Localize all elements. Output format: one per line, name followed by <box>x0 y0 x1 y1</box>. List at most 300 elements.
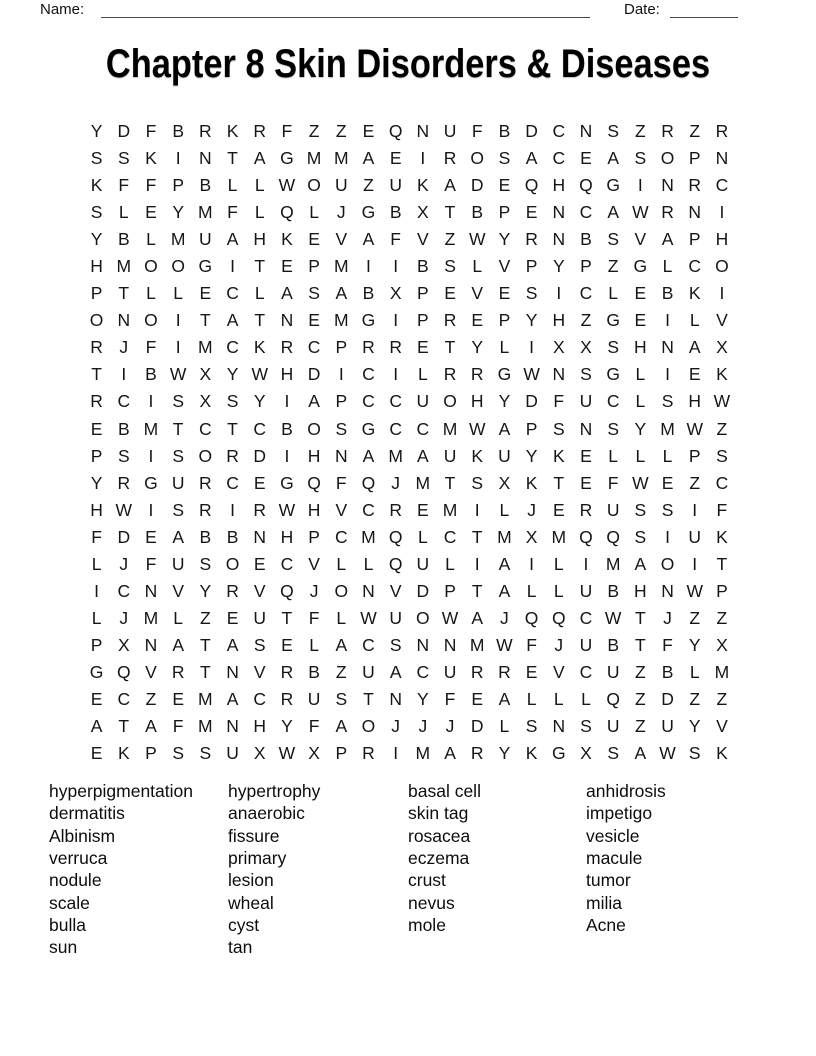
grid-letter: R <box>443 148 457 169</box>
grid-letter: C <box>443 526 457 547</box>
grid-letter: P <box>335 337 348 358</box>
grid-letter: S <box>335 689 348 709</box>
grid-letter: B <box>308 661 320 682</box>
grid-letter: Z <box>689 121 701 142</box>
grid-letter: N <box>199 148 212 169</box>
grid-letter: L <box>363 553 374 574</box>
grid-letter: T <box>199 634 211 655</box>
grid-letter: A <box>308 391 320 412</box>
grid-letter: M <box>306 148 322 169</box>
grid-letter: G <box>606 310 620 331</box>
grid-letter: P <box>688 229 701 250</box>
grid-letter: T <box>363 689 374 709</box>
grid-letter: A <box>607 148 619 169</box>
grid-letter: T <box>227 418 238 439</box>
grid-letter: F <box>308 607 320 628</box>
grid-letter: M <box>198 716 213 737</box>
grid-letter: P <box>172 175 184 196</box>
grid-letter: I <box>175 310 181 331</box>
grid-letter: E <box>498 283 511 304</box>
grid-letter: N <box>117 310 131 331</box>
grid-letter: S <box>117 148 130 169</box>
grid-letter: L <box>254 175 265 196</box>
word-list-item: vesicle <box>586 825 640 846</box>
grid-letter: R <box>199 121 212 142</box>
grid-letter: E <box>444 283 456 304</box>
grid-letter: I <box>583 553 589 574</box>
grid-letter: S <box>607 418 619 439</box>
grid-letter: I <box>692 499 698 520</box>
grid-letter: A <box>634 553 647 574</box>
grid-letter: L <box>146 283 156 304</box>
grid-letter: S <box>172 445 184 466</box>
grid-letter: Y <box>417 689 429 709</box>
grid-letter: O <box>144 256 158 277</box>
grid-letter: I <box>230 499 235 520</box>
grid-letter: H <box>253 229 267 250</box>
grid-letter: R <box>661 121 674 142</box>
grid-letter: N <box>253 526 267 547</box>
grid-letter: X <box>580 337 592 358</box>
grid-letter: S <box>634 499 647 520</box>
grid-letter: D <box>525 391 538 412</box>
grid-letter: S <box>688 743 701 764</box>
grid-letter: M <box>605 553 621 574</box>
grid-letter: J <box>445 716 455 737</box>
word-list-item: fissure <box>228 825 280 846</box>
grid-letter: E <box>90 743 103 764</box>
name-label: Name: <box>40 1 85 18</box>
grid-letter: W <box>468 418 486 439</box>
grid-letter: U <box>606 716 620 737</box>
grid-letter: F <box>607 472 619 493</box>
grid-letter: J <box>391 472 401 493</box>
grid-letter: S <box>661 499 674 520</box>
grid-letter: P <box>308 526 320 547</box>
grid-letter: S <box>90 202 103 223</box>
grid-letter: T <box>471 526 483 547</box>
grid-letter: H <box>470 391 484 412</box>
grid-letter: R <box>579 499 593 520</box>
grid-letter: L <box>91 607 102 628</box>
grid-letter: C <box>226 337 239 358</box>
word-list-item: rosacea <box>408 825 471 846</box>
grid-letter: O <box>307 175 321 196</box>
grid-letter: K <box>253 337 266 358</box>
grid-letter: G <box>606 364 620 385</box>
grid-letter: R <box>171 661 185 682</box>
word-list-item: nodule <box>49 870 102 891</box>
grid-letter: M <box>198 202 213 223</box>
grid-letter: O <box>171 256 185 277</box>
grid-letter: J <box>527 499 536 520</box>
grid-letter: V <box>253 661 266 682</box>
word-list-item: nevus <box>408 892 455 913</box>
grid-letter: N <box>552 364 566 385</box>
grid-letter: L <box>635 391 646 412</box>
grid-letter: L <box>254 283 265 304</box>
grid-letter: U <box>307 689 321 709</box>
word-list-item: crust <box>408 870 446 891</box>
grid-letter: L <box>254 202 265 223</box>
grid-letter: L <box>553 580 564 601</box>
word-list-item: dermatitis <box>49 803 125 824</box>
grid-letter: W <box>278 743 296 764</box>
grid-letter: E <box>145 202 157 223</box>
grid-letter: T <box>91 364 102 385</box>
grid-letter: E <box>634 283 647 304</box>
grid-letter: Y <box>498 743 511 764</box>
grid-letter: T <box>444 337 456 358</box>
grid-letter: W <box>278 175 296 196</box>
grid-letter: G <box>280 472 294 493</box>
grid-letter: Q <box>524 175 539 196</box>
grid-letter: K <box>417 175 429 196</box>
grid-letter: J <box>119 337 129 358</box>
grid-letter: J <box>663 607 672 628</box>
grid-letter: C <box>552 148 566 169</box>
grid-letter: Z <box>199 607 211 628</box>
grid-letter: S <box>172 391 184 412</box>
grid-letter: H <box>90 256 103 277</box>
grid-letter: S <box>634 526 647 547</box>
grid-letter: B <box>607 580 619 601</box>
grid-letter: Z <box>363 175 374 196</box>
grid-letter: L <box>635 364 646 385</box>
grid-letter: I <box>474 499 480 520</box>
grid-letter: M <box>333 310 349 331</box>
grid-letter: F <box>145 121 157 142</box>
grid-letter: Z <box>634 689 646 709</box>
grid-letter: C <box>117 689 131 709</box>
grid-letter: M <box>198 689 213 709</box>
grid-letter: T <box>281 607 293 628</box>
grid-letter: L <box>499 499 510 520</box>
grid-letter: A <box>335 634 348 655</box>
grid-letter: T <box>553 472 565 493</box>
grid-letter: T <box>716 553 728 574</box>
grid-letter: J <box>119 607 129 628</box>
grid-letter: R <box>389 499 402 520</box>
grid-letter: G <box>280 148 294 169</box>
grid-letter: I <box>121 364 127 385</box>
grid-letter: V <box>308 553 320 574</box>
grid-letter: U <box>498 445 511 466</box>
grid-letter: H <box>634 337 647 358</box>
grid-letter: Y <box>525 445 538 466</box>
grid-letter: E <box>281 634 293 655</box>
word-list-item: lesion <box>228 870 274 891</box>
grid-letter: T <box>118 716 130 737</box>
grid-letter: H <box>253 716 267 737</box>
grid-letter: E <box>362 121 375 142</box>
word-list-column <box>228 780 320 959</box>
grid-letter: E <box>226 607 239 628</box>
grid-letter: L <box>91 553 102 574</box>
grid-letter: R <box>470 743 484 764</box>
grid-letter: M <box>497 526 512 547</box>
grid-letter: D <box>525 121 538 142</box>
grid-letter: I <box>393 256 399 277</box>
grid-letter: Y <box>226 364 239 385</box>
grid-letter: C <box>389 418 402 439</box>
grid-letter: S <box>335 418 348 439</box>
grid-letter: L <box>336 607 347 628</box>
grid-letter: H <box>552 175 566 196</box>
grid-letter: Y <box>172 202 184 223</box>
grid-letter: P <box>308 256 320 277</box>
grid-letter: I <box>719 283 725 304</box>
grid-letter: A <box>444 175 456 196</box>
grid-letter: V <box>335 229 348 250</box>
grid-letter: A <box>90 716 103 737</box>
grid-letter: E <box>417 337 429 358</box>
grid-letter: Z <box>716 607 728 628</box>
grid-letter: I <box>230 256 235 277</box>
grid-letter: D <box>117 526 131 547</box>
grid-letter: R <box>470 364 484 385</box>
grid-letter: V <box>389 580 402 601</box>
word-list-item: verruca <box>49 848 108 869</box>
grid-letter: F <box>471 121 483 142</box>
grid-letter: Q <box>606 526 620 547</box>
grid-letter: M <box>361 526 376 547</box>
grid-letter: W <box>604 607 622 628</box>
grid-letter: I <box>366 256 371 277</box>
grid-letter: C <box>334 526 348 547</box>
grid-letter: U <box>579 634 593 655</box>
grid-letter: E <box>90 689 103 709</box>
grid-letter: H <box>688 391 702 412</box>
date-label: Date: <box>624 1 660 18</box>
grid-letter: U <box>688 526 702 547</box>
grid-letter: K <box>117 743 130 764</box>
grid-letter: F <box>118 175 130 196</box>
grid-letter: N <box>661 580 674 601</box>
grid-letter: E <box>308 229 320 250</box>
grid-letter: G <box>606 175 620 196</box>
grid-letter: S <box>498 148 511 169</box>
grid-letter: L <box>417 364 428 385</box>
grid-letter: I <box>529 337 535 358</box>
grid-letter: R <box>525 229 538 250</box>
grid-letter: S <box>634 148 647 169</box>
grid-letter: K <box>552 445 565 466</box>
grid-letter: Y <box>498 391 511 412</box>
grid-letter: G <box>198 256 213 277</box>
grid-letter: Z <box>145 689 157 709</box>
grid-letter: J <box>418 716 428 737</box>
grid-letter: P <box>525 256 538 277</box>
grid-letter: C <box>362 634 375 655</box>
grid-letter: M <box>143 418 159 439</box>
grid-letter: T <box>444 472 456 493</box>
grid-letter: G <box>144 472 158 493</box>
grid-letter: E <box>253 553 266 574</box>
grid-letter: I <box>665 526 670 547</box>
grid-letter: R <box>226 445 239 466</box>
grid-letter: A <box>498 689 511 709</box>
date-write-line <box>670 17 738 18</box>
grid-letter: V <box>471 283 484 304</box>
grid-letter: O <box>660 553 675 574</box>
grid-letter: E <box>661 472 674 493</box>
grid-letter: C <box>199 418 212 439</box>
grid-letter: N <box>552 716 566 737</box>
grid-letter: M <box>442 418 458 439</box>
grid-letter: T <box>199 661 211 682</box>
grid-letter: R <box>688 175 702 196</box>
grid-letter: E <box>525 661 538 682</box>
word-list-item: Albinism <box>49 825 116 846</box>
word-list-item: impetigo <box>586 803 653 824</box>
grid-letter: R <box>253 121 267 142</box>
grid-letter: I <box>94 580 100 601</box>
grid-letter: S <box>716 445 728 466</box>
grid-letter: E <box>90 418 103 439</box>
grid-letter: M <box>551 526 567 547</box>
grid-letter: W <box>496 634 513 655</box>
grid-letter: L <box>227 175 238 196</box>
grid-letter: J <box>336 202 346 223</box>
grid-letter: Y <box>199 580 212 601</box>
grid-letter: Z <box>689 689 701 709</box>
grid-letter: S <box>607 337 619 358</box>
grid-letter: P <box>525 418 538 439</box>
grid-letter: A <box>444 743 456 764</box>
grid-letter: O <box>361 716 376 737</box>
grid-letter: L <box>309 634 319 655</box>
grid-letter: Z <box>634 661 646 682</box>
grid-letter: L <box>173 283 184 304</box>
grid-letter: Y <box>498 229 511 250</box>
grid-letter: Y <box>281 716 293 737</box>
grid-letter: B <box>362 283 375 304</box>
grid-letter: E <box>634 310 647 331</box>
grid-letter: F <box>145 337 157 358</box>
grid-letter: E <box>525 202 538 223</box>
grid-letter: X <box>389 283 402 304</box>
grid-letter: W <box>251 364 268 385</box>
grid-letter: S <box>226 391 239 412</box>
grid-letter: F <box>335 472 347 493</box>
grid-letter: V <box>716 310 728 331</box>
grid-letter: P <box>580 256 592 277</box>
grid-letter: Q <box>388 526 403 547</box>
grid-letter: P <box>498 202 511 223</box>
grid-letter: Q <box>388 553 403 574</box>
grid-letter: M <box>714 661 730 682</box>
grid-letter: G <box>89 661 104 682</box>
grid-letter: I <box>175 148 181 169</box>
grid-letter: Q <box>524 607 539 628</box>
grid-letter: R <box>280 689 294 709</box>
grid-letter: U <box>171 553 185 574</box>
grid-letter: L <box>635 445 646 466</box>
grid-letter: U <box>334 175 348 196</box>
grid-letter: I <box>284 391 290 412</box>
grid-letter: C <box>579 202 593 223</box>
grid-letter: Y <box>471 337 484 358</box>
grid-letter: U <box>362 661 375 682</box>
grid-letter: E <box>580 148 592 169</box>
grid-letter: C <box>253 689 267 709</box>
grid-letter: X <box>417 202 429 223</box>
grid-letter: N <box>552 202 566 223</box>
grid-letter: Q <box>361 472 376 493</box>
grid-letter: K <box>716 526 728 547</box>
grid-letter: U <box>389 607 402 628</box>
grid-letter: S <box>607 229 619 250</box>
grid-letter: T <box>199 310 211 331</box>
grid-letter: Y <box>688 716 701 737</box>
grid-letter: H <box>90 499 103 520</box>
grid-letter: D <box>661 689 674 709</box>
grid-letter: L <box>499 337 510 358</box>
grid-letter: R <box>362 337 375 358</box>
grid-letter: F <box>390 229 401 250</box>
grid-letter: I <box>338 364 344 385</box>
grid-letter: M <box>388 445 403 466</box>
grid-letter: Y <box>253 391 266 412</box>
grid-letter: R <box>117 472 131 493</box>
grid-letter: L <box>608 283 619 304</box>
grid-letter: Q <box>280 580 294 601</box>
grid-letter: T <box>172 418 184 439</box>
grid-letter: O <box>307 418 321 439</box>
grid-letter: U <box>416 391 430 412</box>
grid-letter: F <box>444 689 456 709</box>
grid-letter: A <box>661 229 674 250</box>
word-list-item: skin tag <box>408 803 469 824</box>
grid-letter: F <box>308 716 320 737</box>
word-search-grid <box>83 118 736 767</box>
grid-letter: R <box>280 661 294 682</box>
word-list-item: tan <box>228 937 253 958</box>
word-list-item: scale <box>49 892 90 913</box>
grid-letter: C <box>226 472 239 493</box>
grid-letter: E <box>172 689 184 709</box>
grid-letter: L <box>173 607 184 628</box>
grid-letter: V <box>716 716 728 737</box>
word-list-column <box>408 780 481 936</box>
grid-letter: D <box>253 445 267 466</box>
grid-letter: N <box>144 634 158 655</box>
grid-letter: P <box>444 580 456 601</box>
grid-letter: S <box>308 283 320 304</box>
grid-letter: S <box>580 364 592 385</box>
word-list-item: hyperpigmentation <box>49 781 193 801</box>
grid-letter: A <box>498 553 511 574</box>
grid-letter: Q <box>551 607 566 628</box>
grid-letter: X <box>525 526 538 547</box>
grid-letter: C <box>117 580 131 601</box>
grid-letter: P <box>688 148 701 169</box>
grid-letter: S <box>661 391 674 412</box>
grid-letter: B <box>607 634 619 655</box>
grid-letter: S <box>525 716 538 737</box>
grid-letter: X <box>199 364 212 385</box>
grid-letter: E <box>688 364 701 385</box>
word-list-column <box>586 780 666 936</box>
grid-letter: D <box>117 121 131 142</box>
grid-letter: A <box>335 283 348 304</box>
grid-letter: A <box>226 634 239 655</box>
grid-letter: B <box>471 202 484 223</box>
grid-letter: R <box>199 472 212 493</box>
grid-letter: E <box>308 310 320 331</box>
grid-letter: R <box>661 202 674 223</box>
